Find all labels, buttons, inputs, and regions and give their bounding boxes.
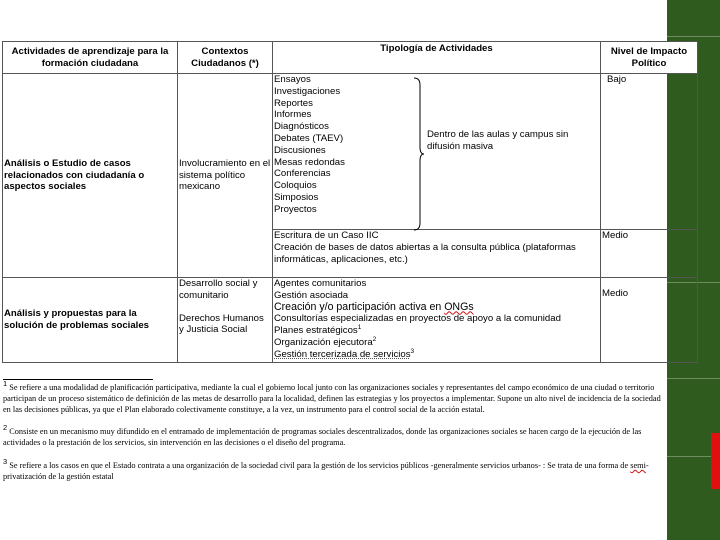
context-human-rights: Derechos Humanos y Justicia Social <box>179 312 264 336</box>
list-item: Gestión asociada <box>274 289 349 301</box>
list-item-text: Planes estratégicos <box>274 325 358 337</box>
footnote-1 <box>3 379 663 415</box>
list-item-text: Gestión tercerizada de servicios <box>274 348 411 360</box>
list-item: Diagnósticos <box>274 121 329 133</box>
list-item <box>274 325 599 337</box>
contexts-social <box>178 278 273 363</box>
header-activities: Actividades de aprendizaje para la formación ciudadana <box>3 42 178 74</box>
footnote-3 <box>3 457 663 483</box>
list-item: Informes <box>274 109 312 121</box>
footnote-divider <box>3 379 153 380</box>
context-social-development: Desarrollo social y comunitario <box>179 278 258 301</box>
typology-sublist <box>273 230 601 278</box>
footnote-text: Consiste en un mecanismo muy difundido en el entramado de implementación de programas sociales descentralizados, donde las organizaciones sociales se hacen cargo de la ejecución de las actividades o la prestación de los servicios, sin intervención en las decisiones o el diseño del programa. <box>3 427 642 448</box>
header-contexts: Contextos Ciudadanos (*) <box>178 42 273 74</box>
footnote-text: semi <box>630 460 646 470</box>
list-item: Coloquios <box>274 180 317 192</box>
list-item <box>274 337 599 349</box>
list-item: Escritura de un Caso IIC <box>274 230 379 241</box>
list-item <box>274 349 599 361</box>
footnote-2 <box>3 423 663 449</box>
footnote-text: -privatización de la gestión estatal <box>3 460 649 481</box>
activity-proposals: Análisis y propuestas para la solución de problemas sociales <box>3 278 178 363</box>
list-item: Conferencias <box>274 168 331 180</box>
list-item: Discusiones <box>274 144 326 156</box>
table-header-row <box>3 42 698 74</box>
list-item: Mesas redondas <box>274 156 345 168</box>
typology-list-2 <box>273 278 601 363</box>
scope-note: Dentro de las aulas y campus sin difusión masiva <box>427 129 569 152</box>
list-item-text: Creación y/o participación activa en <box>274 300 445 313</box>
list-item: Debates (TAEV) <box>274 132 344 144</box>
footnote-text: Se refiere a los casos en que el Estado contrata a una organización de la sociedad civil para la gestión de los servicios públicos -generalmente servicios urbanos- : Se trata de una forma de <box>9 460 631 470</box>
list-item-text: ONGs <box>444 300 474 313</box>
typology-list <box>273 74 601 230</box>
impact-level-medium: Medio <box>601 230 698 278</box>
list-item: Reportes <box>274 97 313 109</box>
list-item: Investigaciones <box>274 85 341 97</box>
header-typology: Tipología de Actividades <box>273 42 601 74</box>
footnote-mark: 1 <box>3 379 8 389</box>
footnote-ref: 3 <box>410 347 415 355</box>
list-item: Agentes comunitarios <box>274 278 367 289</box>
footnote-mark: 2 <box>3 423 8 433</box>
footnote-mark: 3 <box>3 457 8 467</box>
list-item <box>274 302 599 314</box>
list-item: Ensayos <box>274 74 311 85</box>
activities-table <box>2 41 698 363</box>
header-impact: Nivel de Impacto Político <box>601 42 698 74</box>
context-political-system: Involucramiento en el sistema político mexicano <box>178 74 273 278</box>
footnote-ref: 1 <box>357 324 362 331</box>
impact-level-low: Bajo <box>601 74 698 230</box>
list-item: Simposios <box>274 191 319 203</box>
list-item: Consultorías especializadas en proyectos de apoyo a la comunidad <box>274 313 561 325</box>
impact-level-medium-2: Medio <box>601 278 698 363</box>
table-row <box>3 74 698 230</box>
list-item: Proyectos <box>274 203 317 215</box>
curly-brace <box>413 77 425 231</box>
footnote-text: Se refiere a una modalidad de planificación participativa, mediante la cual el gobierno local junto con las organizaciones sociales y representantes del campo económico de una ciudad o territorio participan de un proceso sistemático de definición de las metas de desarrollo para la localidad, definen las estrategias y los proyectos a implementar. Supone un alto nivel de incidencia de la sociedad en las decisiones públicas, ya que el Plan elaborado colectivamente constituye, a la vez, un instrumento para el control social de la acción estatal. <box>3 383 661 414</box>
footnote-ref: 2 <box>372 335 377 343</box>
list-item-text: Organización ejecutora <box>274 336 373 348</box>
activity-case-study: Análisis o Estudio de casos relacionados con ciudadanía o aspectos sociales <box>3 74 178 278</box>
table-row <box>3 278 698 363</box>
footnotes <box>3 379 663 495</box>
list-item: Creación de bases de datos abiertas a la consulta pública (plataformas informáticas, aplicaciones, etc.) <box>274 241 576 265</box>
